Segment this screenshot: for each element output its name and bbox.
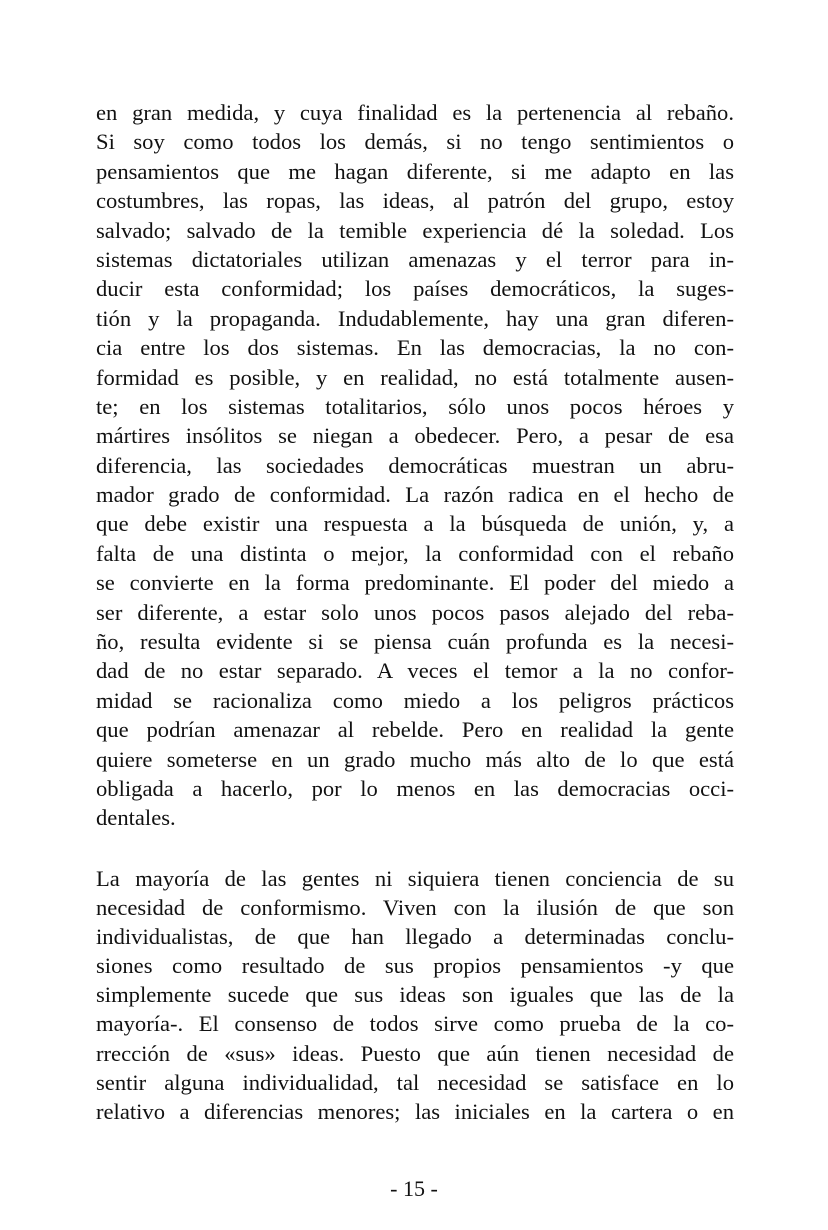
text-line: costumbres, las ropas, las ideas, al patrón del grupo, estoy [96, 188, 734, 214]
text-line: pensamientos que me hagan diferente, si me adapto en las [96, 158, 734, 184]
text-line: quiere someterse en un grado mucho más alto de lo que está [96, 746, 734, 772]
text-line: mártires insólitos se niegan a obedecer. Pero, a pesar de esa [96, 423, 734, 449]
text-line: ducir esta conformidad; los países democráticos, la suges- [96, 276, 734, 302]
text-line: rrección de «sus» ideas. Puesto que aún tienen necesidad de [96, 1040, 734, 1066]
text-line: diferencia, las sociedades democráticas muestran un abru- [96, 452, 734, 478]
text-line: falta de una distinta o mejor, la conformidad con el rebaño [96, 540, 734, 566]
text-line: cia entre los dos sistemas. En las democracias, la no con- [96, 335, 734, 361]
text-line: en gran medida, y cuya finalidad es la pertenencia al rebaño. [96, 100, 734, 125]
text-line: que podrían amenazar al rebelde. Pero en realidad la gente [96, 717, 734, 743]
text-line: relativo a diferencias menores; las iniciales en la cartera o en [96, 1098, 734, 1124]
text-line: ño, resulta evidente si se piensa cuán profunda es la necesi- [96, 629, 734, 655]
text-line: tión y la propaganda. Indudablemente, hay una gran diferen- [96, 305, 734, 331]
text-line: sentir alguna individualidad, tal necesidad se satisface en lo [96, 1069, 734, 1095]
text-line: mador grado de conformidad. La razón radica en el hecho de [96, 482, 734, 508]
text-line: midad se racionaliza como miedo a los peligros prácticos [96, 687, 734, 713]
text-line: se convierte en la forma predominante. El poder del miedo a [96, 570, 734, 596]
page-number: - 15 - [390, 1176, 438, 1201]
text-line: obligada a hacerlo, por lo menos en las democracias occi- [96, 775, 734, 801]
text-line: La mayoría de las gentes ni siquiera tienen conciencia de su [96, 866, 734, 891]
text-line: sistemas dictatoriales utilizan amenazas y el terror para in- [96, 246, 734, 272]
text-line: individualistas, de que han llegado a determinadas conclu- [96, 924, 734, 950]
text-line: Si soy como todos los demás, si no tengo sentimientos o [96, 129, 734, 155]
text-line: siones como resultado de sus propios pensamientos -y que [96, 953, 734, 979]
text-line: te; en los sistemas totalitarios, sólo unos pocos héroes y [96, 393, 734, 419]
text-line: mayoría-. El consenso de todos sirve como prueba de la co- [96, 1011, 734, 1037]
text-line: que debe existir una respuesta a la búsqueda de unión, y, a [96, 511, 734, 537]
text-line: simplemente sucede que sus ideas son iguales que las de la [96, 982, 734, 1008]
text-line: necesidad de conformismo. Viven con la ilusión de que son [96, 895, 734, 921]
paragraph-2 [96, 864, 734, 1126]
text-line: salvado; salvado de la temible experiencia dé la soledad. Los [96, 217, 734, 243]
text-line: ser diferente, a estar solo unos pocos pasos alejado del reba- [96, 599, 734, 625]
text-line: dad de no estar separado. A veces el temor a la no confor- [96, 658, 734, 684]
text-line: dentales. [96, 805, 176, 831]
text-line: formidad es posible, y en realidad, no está totalmente ausen- [96, 364, 734, 390]
paragraph-1 [96, 98, 734, 833]
